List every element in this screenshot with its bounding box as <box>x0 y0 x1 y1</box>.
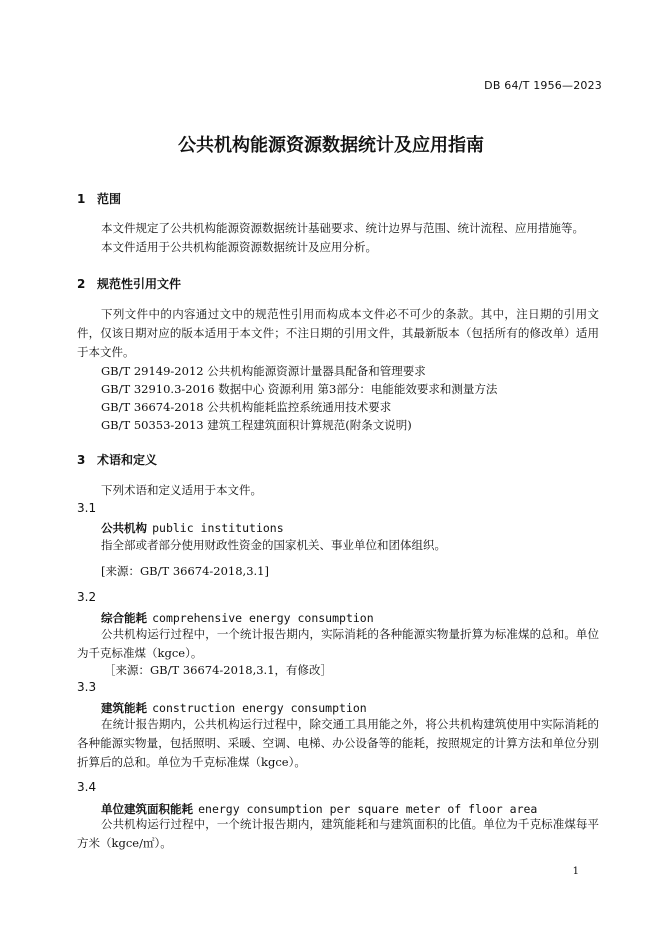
section-2-title: 规范性引用文件 <box>97 277 182 291</box>
term-name-cn: 综合能耗 <box>101 611 147 625</box>
term-name-en: comprehensive energy consumption <box>152 611 374 625</box>
term-source: ［来源：GB/T 36674-2018,3.1，有修改］ <box>104 663 333 677</box>
term-number: 3.3 <box>77 680 97 694</box>
section-2-intro: 下列文件中的内容通过文中的规范性引用而构成本文件必不可少的条款。其中，注日期的引用文件，仅该日期对应的版本适用于本文件；不注日期的引用文件，其最新版本（包括所有的修改单）适用于本文件。 <box>77 307 599 359</box>
section-3-heading <box>77 451 157 468</box>
reference-item: GB/T 29149-2012 公共机构能源资源计量器具配备和管理要求 <box>101 364 426 378</box>
section-1-paragraph-2: 本文件适用于公共机构能源资源数据统计及应用分析。 <box>101 240 377 254</box>
document-code: DB 64/T 1956—2023 <box>484 79 602 92</box>
term-name-cn: 公共机构 <box>101 521 147 535</box>
term-definition: 在统计报告期内，公共机构运行过程中，除交通工具用能之外，将公共机构建筑使用中实际消耗的各种能源实物量，包括照明、采暖、空调、电梯、办公设备等的能耗，按照规定的计算方法和单位分别折算后的总和。单位为千克标准煤（kgce）。 <box>77 717 599 769</box>
section-2-number: 2 <box>77 277 86 291</box>
term-name-en: public institutions <box>152 521 284 535</box>
section-3-title: 术语和定义 <box>97 453 158 467</box>
term-definition: 公共机构运行过程中，一个统计报告期内，实际消耗的各种能源实物量折算为标准煤的总和。单位为千克标准煤（kgce）。 <box>77 627 599 660</box>
term-number: 3.1 <box>77 501 97 515</box>
term-name-cn: 建筑能耗 <box>101 701 147 715</box>
document-title: 公共机构能源资源数据统计及应用指南 <box>178 135 484 156</box>
reference-item: GB/T 36674-2018 公共机构能耗监控系统通用技术要求 <box>101 400 392 414</box>
section-3-intro: 下列术语和定义适用于本文件。 <box>101 483 262 497</box>
term-number: 3.4 <box>77 780 97 794</box>
section-1-paragraph-1: 本文件规定了公共机构能源资源数据统计基础要求、统计边界与范围、统计流程、应用措施等。 <box>101 221 584 235</box>
section-3-number: 3 <box>77 453 86 467</box>
page-number: 1 <box>572 866 579 877</box>
section-2-heading <box>77 275 181 292</box>
section-1-title: 范围 <box>97 192 122 206</box>
term-name-en: energy consumption per square meter of floor area <box>198 802 538 816</box>
term-number: 3.2 <box>77 590 97 604</box>
section-1-number: 1 <box>77 192 86 206</box>
term-heading <box>101 697 367 716</box>
reference-item: GB/T 32910.3-2016 数据中心 资源利用 第3部分：电能能效要求和测量方法 <box>101 382 498 396</box>
term-source: [来源：GB/T 36674-2018,3.1] <box>101 564 269 578</box>
term-heading <box>101 517 284 536</box>
term-heading <box>101 607 374 626</box>
term-name-en: construction energy consumption <box>152 701 367 715</box>
term-definition: 指全部或者部分使用财政性资金的国家机关、事业单位和团体组织。 <box>101 538 446 552</box>
reference-item: GB/T 50353-2013 建筑工程建筑面积计算规范(附条文说明) <box>101 418 412 432</box>
section-1-heading <box>77 190 121 207</box>
term-definition: 公共机构运行过程中，一个统计报告期内，建筑能耗和与建筑面积的比值。单位为千克标准煤每平方米（kgce/㎡）。 <box>77 817 599 850</box>
term-name-cn: 单位建筑面积能耗 <box>101 802 193 816</box>
